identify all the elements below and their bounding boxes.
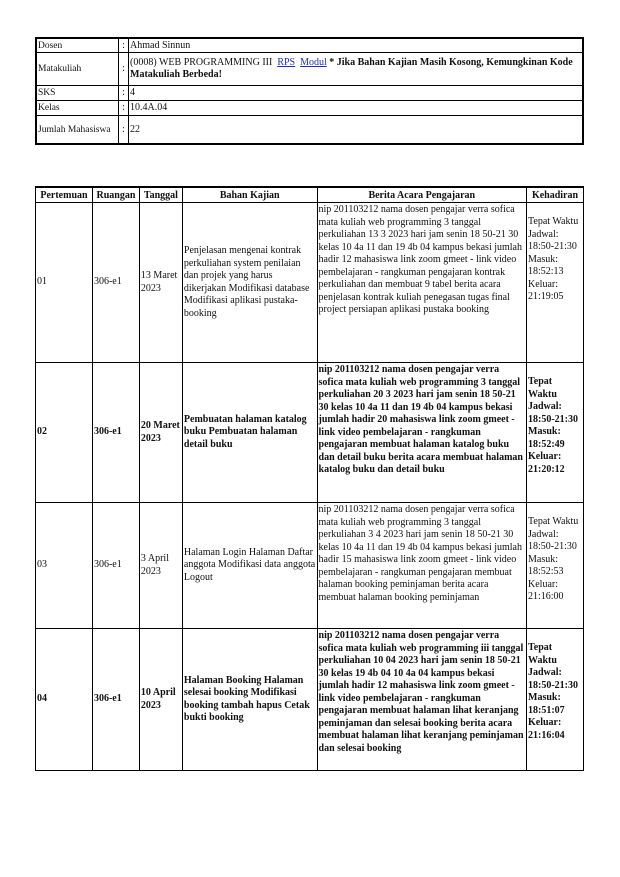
cell-kehadiran: Tepat Waktu Jadwal: 18:50-21:30 Masuk: 18:52:13 Keluar: 21:19:05 [527,203,584,363]
cell-pertemuan: 01 [36,203,93,363]
cell-pertemuan: 03 [36,503,93,629]
cell-tanggal: 10 April 2023 [139,629,182,771]
jumlah-label: Jumlah Mahasiswa [36,116,119,145]
cell-berita-acara: nip 201103212 nama dosen pengajar verra sofica mata kuliah web programming 3 tanggal perkuliahan 20 3 2023 hari jam senin 18 50-21 30 kelas 10 4a 11 dan 19 4b 04 kampus bekasi jumlah hadir 20 mahasiswa link zoom gmeet - link video pembelajaran - rangkuman pengajaran membuat halaman katalog buku dan detail buku berita acara membuat halaman katalog buku dan detail buku [317,363,526,503]
sks-value: 4 [129,86,584,101]
matakuliah-label: Matakuliah [36,53,119,86]
info-row-kelas [36,101,583,116]
colon: : [119,86,129,101]
colon: : [119,53,129,86]
cell-bahan-kajian: Halaman Login Halaman Daftar anggota Modifikasi data anggota Logout [182,503,317,629]
cell-kehadiran: Tepat Waktu Jadwal: 18:50-21:30 Masuk: 18:52:49 Keluar: 21:20:12 [527,363,584,503]
rps-link[interactable]: RPS [277,57,296,68]
cell-kehadiran: Tepat Waktu Jadwal: 18:50-21:30 Masuk: 18:52:53 Keluar: 21:16:00 [527,503,584,629]
cell-tanggal: 20 Maret 2023 [139,363,182,503]
cell-berita-acara: nip 201103212 nama dosen pengajar verra sofica mata kuliah web programming 3 tanggal perkuliahan 13 3 2023 hari jam senin 18 50-21 30 kelas 10 4a 11 dan 19 4b 04 kampus bekasi jumlah hadir 12 mahasiswa link zoom gmeet - link video pembelajaran - rangkuman pengajaran kontrak perkuliahan dan membuat 9 tabel berita acara penjelasan kontrak kuliah penegasan tugas final project persiapan aplikasi pustaka booking [317,203,526,363]
header-pertemuan: Pertemuan [36,187,93,203]
jumlah-value: 22 [129,116,584,145]
kelas-label: Kelas [36,101,119,116]
colon: : [119,38,129,53]
dosen-value: Ahmad Sinnun [129,38,584,53]
cell-kehadiran: Tepat Waktu Jadwal: 18:50-21:30 Masuk: 18:51:07 Keluar: 21:16:04 [527,629,584,771]
cell-ruangan: 306-e1 [92,503,139,629]
header-kehadiran: Kehadiran [527,187,584,203]
colon: : [119,101,129,116]
kelas-value: 10.4A.04 [129,101,584,116]
info-row-jumlah [36,116,583,145]
header-ruangan: Ruangan [92,187,139,203]
info-row-matakuliah [36,53,583,86]
table-header-row [36,187,584,203]
header-tanggal: Tanggal [139,187,182,203]
table-row [36,503,584,629]
cell-bahan-kajian: Penjelasan mengenai kontrak perkuliahan system penilaian dan projek yang harus dikerjakan Modifikasi database Modifikasi aplikasi pustaka-booking [182,203,317,363]
table-row [36,203,584,363]
dosen-label: Dosen [36,38,119,53]
info-row-dosen [36,38,583,53]
cell-pertemuan: 04 [36,629,93,771]
cell-tanggal: 13 Maret 2023 [139,203,182,363]
cell-berita-acara: nip 201103212 nama dosen pengajar verra sofica mata kuliah web programming iii tanggal perkuliahan 10 04 2023 hari jam senin 18 50-21 30 kelas 19 4b 04 10 4a 04 kampus bekasi jumlah hadir 12 mahasiswa link zoom gmeet - link video pembelajaran - rangkuman pengajaran membuat halaman lihat keranjang peminjaman dan selesai booking berita acara membuat halaman lihat keranjang peminjaman dan selesai booking [317,629,526,771]
table-row [36,363,584,503]
modul-link[interactable]: Modul [300,57,327,68]
header-bahan-kajian: Bahan Kajian [182,187,317,203]
matakuliah-note: * Jika Bahan Kajian Masih Kosong, Kemungkinan Kode Matakuliah Berbeda! [130,57,573,80]
cell-ruangan: 306-e1 [92,629,139,771]
header-berita-acara: Berita Acara Pengajaran [317,187,526,203]
teaching-record-table [35,186,584,771]
matakuliah-value [129,53,584,86]
cell-berita-acara: nip 201103212 nama dosen pengajar verra sofica mata kuliah web programming 3 tanggal perkuliahan 3 4 2023 hari jam senin 18 50-21 30 kelas 10 4a 11 dan 19 4b 04 kampus bekasi jumlah hadir 15 mahasiswa link zoom gmeet - link video pembelajaran - rangkuman pengajaran membuat halaman booking peminjaman berita acara membuat halaman booking peminjaman [317,503,526,629]
sks-label: SKS [36,86,119,101]
cell-pertemuan: 02 [36,363,93,503]
cell-bahan-kajian: Halaman Booking Halaman selesai booking Modifikasi booking tambah hapus Cetak bukti booking [182,629,317,771]
matakuliah-code-name: (0008) WEB PROGRAMMING III [130,57,273,68]
cell-ruangan: 306-e1 [92,363,139,503]
cell-ruangan: 306-e1 [92,203,139,363]
info-row-sks [36,86,583,101]
cell-tanggal: 3 April 2023 [139,503,182,629]
course-info-table [35,37,584,145]
table-row [36,629,584,771]
cell-bahan-kajian: Pembuatan halaman katalog buku Pembuatan halaman detail buku [182,363,317,503]
colon: : [119,116,129,145]
